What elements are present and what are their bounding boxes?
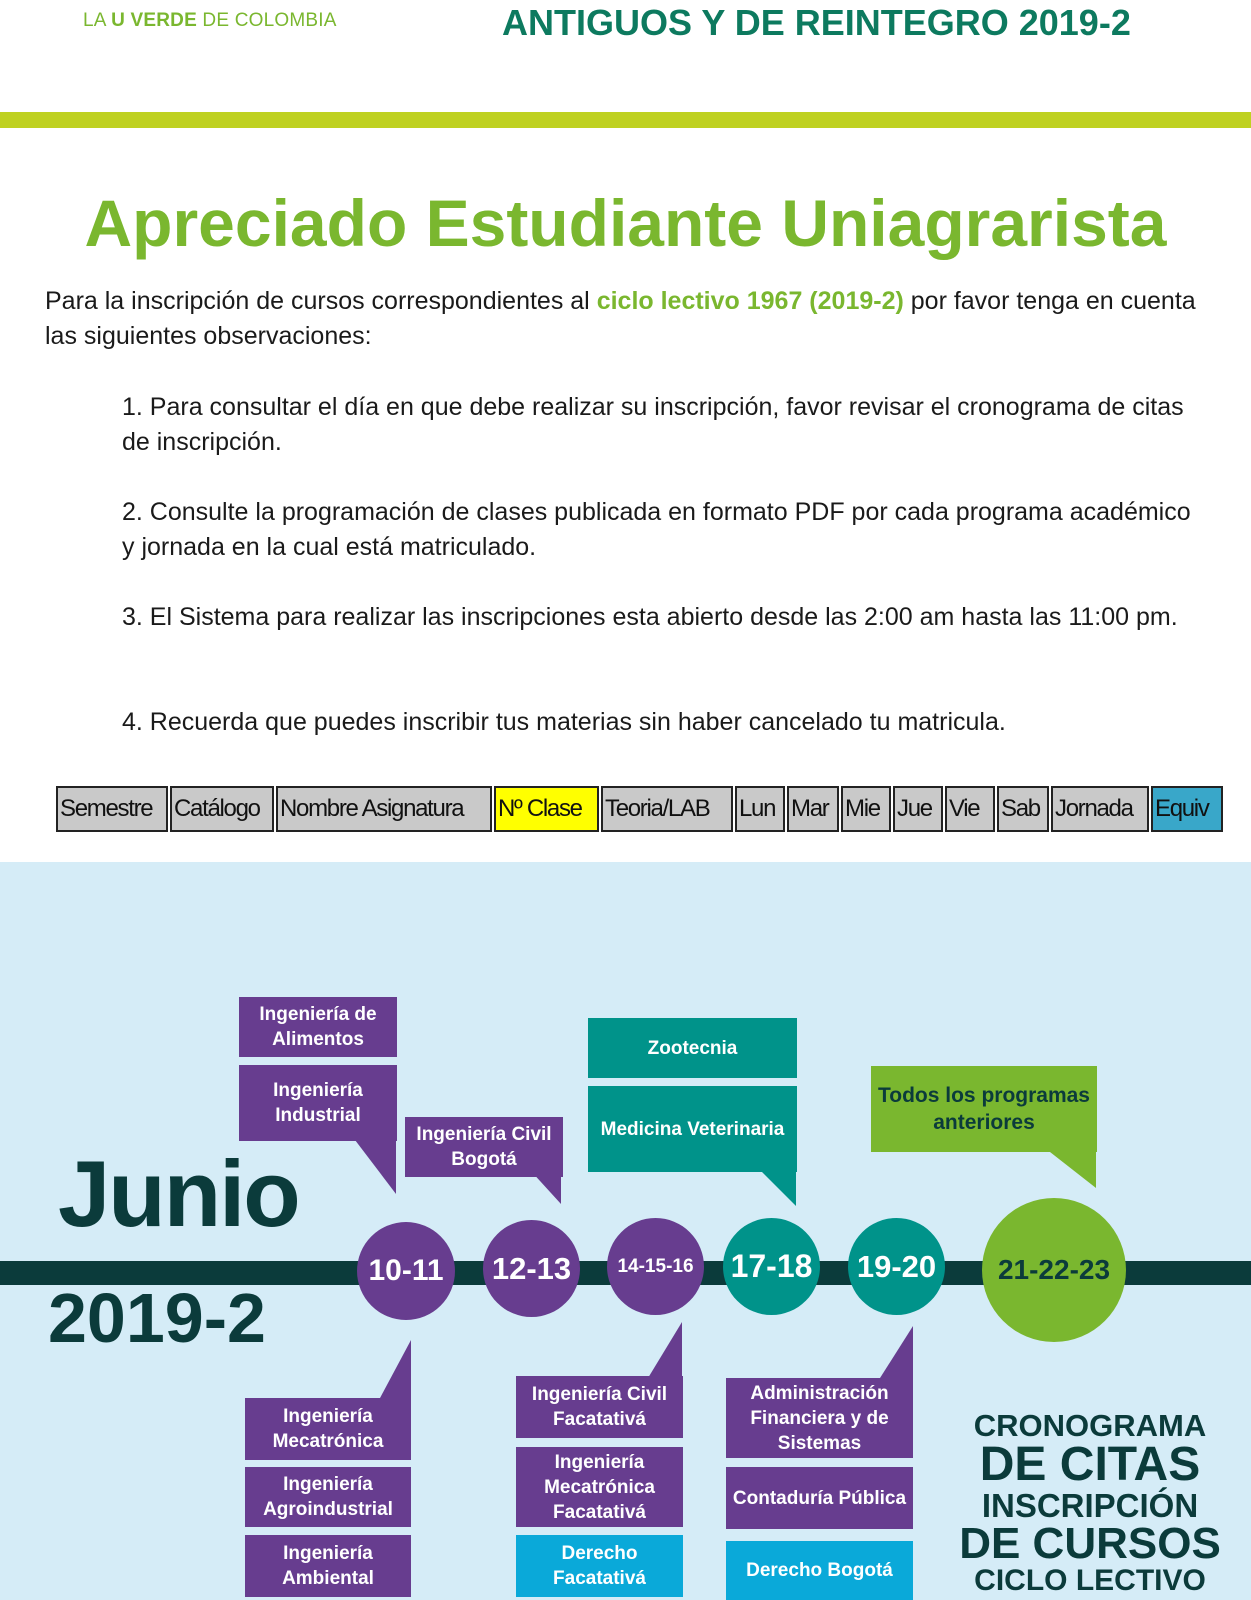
col-jue: Jue xyxy=(893,786,943,832)
col-vie: Vie xyxy=(945,786,995,832)
program-ing-mecatronica-facatativa: Ingeniería Mecatrónica Facatativá xyxy=(516,1447,683,1527)
tail-d14-bottom xyxy=(648,1322,682,1378)
program-zootecnia: Zootecnia xyxy=(588,1018,797,1078)
intro-paragraph: Para la inscripción de cursos correspondientes al ciclo lectivo 1967 (2019-2) por favor tenga en cuenta las siguientes observaciones: xyxy=(45,287,1196,350)
program-derecho-facatativa: Derecho Facatativá xyxy=(516,1535,683,1597)
date-12-13: 12-13 xyxy=(483,1220,580,1317)
date-19-20: 19-20 xyxy=(848,1218,945,1315)
date-10-11: 10-11 xyxy=(357,1222,455,1320)
year-label: 2019-2 xyxy=(48,1279,266,1357)
col-jornada: Jornada xyxy=(1051,786,1149,832)
program-ing-mecatronica: Ingeniería Mecatrónica xyxy=(245,1398,411,1460)
tail-d19-bottom xyxy=(880,1326,913,1378)
program-contaduria-publica: Contaduría Pública xyxy=(726,1467,913,1529)
program-ing-alimentos: Ingeniería de Alimentos xyxy=(239,997,397,1057)
greeting-heading: Apreciado Estudiante Uniagrarista xyxy=(84,186,1167,260)
col-nombre-asignatura: Nombre Asignatura xyxy=(276,786,492,832)
col-semestre: Semestre xyxy=(56,786,168,832)
schedule-title-line-4: DE CURSOS xyxy=(959,1519,1221,1568)
col-equiv: Equiv xyxy=(1151,786,1223,832)
program-ing-ambiental: Ingeniería Ambiental xyxy=(245,1535,411,1597)
col-lun: Lun xyxy=(735,786,785,832)
tail-d21-top xyxy=(1050,1152,1096,1188)
program-admin-financiera: Administración Financiera y de Sistemas xyxy=(726,1378,913,1458)
schedule-title xyxy=(940,1410,1240,1596)
tail-d10-top xyxy=(355,1140,396,1194)
observation-4: 4. Recuerda que puedes inscribir tus materias sin haber cancelado tu matricula. xyxy=(122,708,1006,736)
col-sab: Sab xyxy=(997,786,1049,832)
col-num-clase: Nº Clase xyxy=(494,786,599,832)
observation-1: 1. Para consultar el día en que debe realizar su inscripción, favor revisar el cronograma de citas de inscripción. xyxy=(122,393,1184,456)
tagline: LA U VERDE DE COLOMBIA xyxy=(83,10,337,31)
col-mar: Mar xyxy=(787,786,839,832)
schedule-title-line-2: DE CITAS xyxy=(979,1438,1201,1491)
col-mie: Mie xyxy=(841,786,891,832)
tail-d10-bottom xyxy=(380,1340,411,1398)
program-ing-industrial: Ingeniería Industrial xyxy=(239,1065,397,1141)
schedule-title-line-5: CICLO LECTIVO xyxy=(974,1564,1206,1597)
program-ing-civil-bogota: Ingeniería Civil Bogotá xyxy=(405,1117,563,1177)
col-catalogo: Catálogo xyxy=(170,786,274,832)
observation-2: 2. Consulte la programación de clases publicada en formato PDF por cada programa académico y jornada en la cual está matriculado. xyxy=(122,498,1191,561)
schedule-title-line-1: CRONOGRAMA xyxy=(973,1408,1207,1443)
schedule-title-line-3: INSCRIPCIÓN xyxy=(981,1487,1199,1524)
program-derecho-bogota: Derecho Bogotá xyxy=(726,1541,913,1600)
date-21-22-23: 21-22-23 xyxy=(982,1198,1126,1342)
date-14-15-16: 14-15-16 xyxy=(607,1218,704,1315)
program-ing-civil-facatativa: Ingeniería Civil Facatativá xyxy=(516,1376,683,1438)
cycle-highlight: ciclo lectivo 1967 (2019-2) xyxy=(596,287,904,315)
date-17-18: 17-18 xyxy=(723,1218,820,1315)
col-teoria-lab: Teoria/LAB xyxy=(601,786,733,832)
program-ing-agroindustrial: Ingeniería Agroindustrial xyxy=(245,1467,411,1527)
program-todos-anteriores: Todos los programas anteriores xyxy=(871,1066,1097,1152)
month-label: Junio xyxy=(58,1141,299,1246)
observation-3: 3. El Sistema para realizar las inscripciones esta abierto desde las 2:00 am hasta las 11:00 pm. xyxy=(122,603,1178,631)
tail-d17-top xyxy=(760,1170,796,1206)
program-medicina-veterinaria: Medicina Veterinaria xyxy=(588,1086,797,1172)
page-title: ANTIGUOS Y DE REINTEGRO 2019-2 xyxy=(502,2,1131,43)
